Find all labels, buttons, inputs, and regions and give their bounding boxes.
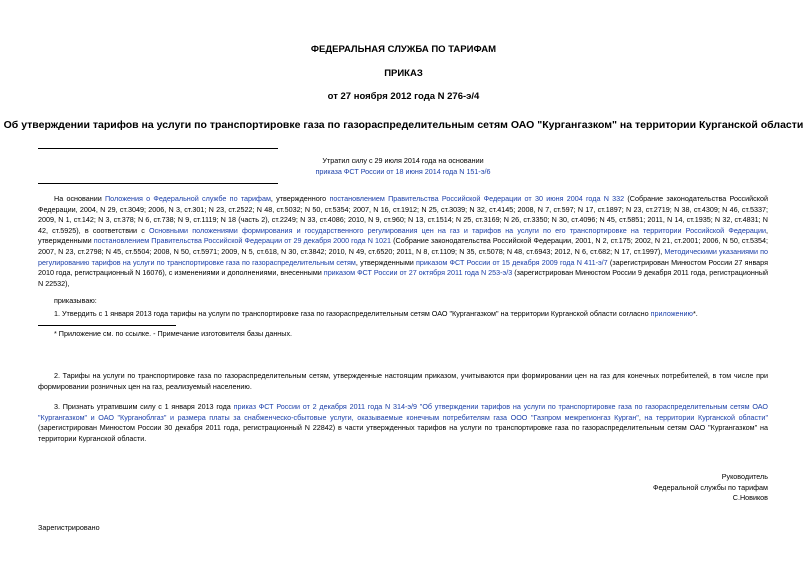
item-1-text: 1. Утвердить с 1 января 2013 года тарифы на услуги по транспортировке газа по газораспределительным сетям ОАО "Кургангазком" на территории Курганской области согласно bbox=[54, 309, 651, 318]
link-fst-order-411[interactable]: приказом ФСТ России от 15 декабря 2009 года N 411-э/7 bbox=[416, 257, 608, 267]
link-government-resolution-1021[interactable]: постановлением Правительства Российской Федерации от 29 декабря 2000 года N 1021 bbox=[93, 236, 392, 246]
preamble-text: , утвержденными bbox=[355, 257, 417, 267]
preamble-text: (Собрание законодательства Российской Федерации, 2004, N 29, ст.3049; 2006, N 3, ст.301; N 23, ст.2522; N 48, ст.5032; N 50, ст.5354; 2007, N 16, ст.1912; N 25, ст.3039; N 32, ст.4145; 2008, N 7, ст.597; N 17, ст.1897; N 23, ст.2719; N 38, ст.4309; N 46, ст.5337; 2009, N 1, ст.142; N 3, ст.378; N 6, ст.738; N 9, ст.1119; N 18 (часть 2), ст.2249; N 33, ст.4086; 2010, N 9, ст.960; N 13, ст.1514; N 25, ст.3169; N 26, ст.3350; N 30, ст.4096; N 45, ст.5851; 2011, N 14, ст.1935; N 32, ст.4831; N 42, ст.5925), в соответствии с bbox=[38, 194, 769, 235]
item-3-text: (зарегистрирован Минюстом России 30 декабря 2011 года, регистрационный N 22842) в части утвержденных тарифов на услуги по транспортировке газа по газораспределительным сетям ОАО "Кургангазком" на территории Курганской области. bbox=[38, 423, 768, 443]
order-word: приказываю: bbox=[54, 296, 97, 305]
divider-top bbox=[38, 148, 278, 149]
preamble-text: , утвержденными bbox=[38, 225, 768, 246]
signature-agency: Федеральной службы по тарифам bbox=[653, 482, 768, 492]
status-link[interactable]: приказа ФСТ России от 18 июня 2014 года N 151-э/6 bbox=[315, 166, 491, 176]
footnote: * Приложение см. по ссылке. - Примечание изготовителя базы данных. bbox=[54, 329, 293, 338]
link-methodical-guidelines[interactable]: Методическими указаниями по регулированию тарифов на услуги по транспортировке газа по газораспределительным сетям bbox=[38, 246, 768, 267]
preamble-paragraph bbox=[38, 194, 768, 289]
item-3 bbox=[38, 402, 768, 444]
link-fst-order-314[interactable]: приказ ФСТ России от 2 декабря 2011 года N 314-э/9 "Об утверждении тарифов на услуги по транспортировке газа по газораспределительным сетям ОАО "Кургангазком" и ОАО "Курганоблгаз" и размера платы за снабженческо-сбытовые услуги, оказываемые конечным потребителям газа ООО "Газпром межрегионгаз Курган", на территории Курганской области" bbox=[38, 402, 768, 422]
agency-heading: ФЕДЕРАЛЬНАЯ СЛУЖБА ПО ТАРИФАМ bbox=[310, 44, 497, 55]
registered-note: Зарегистрировано bbox=[38, 523, 100, 532]
item-3-text: 3. Признать утратившим силу с 1 января 2013 года bbox=[54, 402, 234, 411]
item-1 bbox=[54, 309, 768, 320]
date-number-heading: от 27 ноября 2012 года N 276-э/4 bbox=[327, 91, 480, 102]
signature-block bbox=[653, 472, 768, 504]
link-appendix[interactable]: приложению bbox=[650, 309, 693, 318]
preamble-text: (зарегистрирован Минюстом России 9 декабря 2011 года, регистрационный N 22532), bbox=[38, 268, 769, 288]
divider-bottom bbox=[38, 183, 278, 184]
preamble-text: (Собрание законодательства Российской Федерации, 2001, N 2, ст.175; 2002, N 21, ст.2001; 2006, N 50, ст.5354; 2007, N 23, ст.2798; N 45, ст.5504; 2008, N 50, ст.5971; 2009, N 5, ст.618, N 30, ст.3842; 2010, N 49, ст.6520; 2011, N 8, ст.1109; N 35, ст.5078; N 48, ст.6943; 2012, N 6, ст.682; N 17, ст.1997), bbox=[38, 236, 768, 256]
preamble-text: (зарегистрирован Минюстом России 27 января 2010 года, регистрационный N 16076), с изменениями и дополнениями, внесенными bbox=[38, 257, 768, 278]
document-title: Об утверждении тарифов на услуги по транспортировке газа по газораспределительным сетям ОАО "Кургангазком" на территории Курганской области bbox=[3, 119, 804, 131]
link-fst-regulation[interactable]: Положения о Федеральной службе по тарифам bbox=[105, 194, 271, 203]
item-1-mark: *. bbox=[692, 309, 698, 318]
status-line: Утратил силу с 29 июля 2014 года на основании bbox=[322, 156, 484, 165]
footnote-divider bbox=[38, 325, 176, 326]
signature-name: С.Новиков bbox=[732, 493, 768, 503]
link-basic-provisions[interactable]: Основными положениями формирования и государственного регулирования цен на газ и тарифов на услуги по его транспортировке на территории Российской Федерации bbox=[149, 225, 766, 235]
link-government-resolution-332[interactable]: постановлением Правительства Российской Федерации от 30 июня 2004 года N 332 bbox=[329, 194, 625, 203]
link-fst-order-253[interactable]: приказом ФСТ России от 27 октября 2011 года N 253-э/3 bbox=[323, 268, 513, 278]
doc-type-heading: ПРИКАЗ bbox=[384, 68, 423, 79]
item-2: 2. Тарифы на услуги по транспортировке газа по газораспределительным сетям, утвержденные настоящим приказом, учитываются при формировании цен на газ для конечных потребителей, в том числе при формировании розничных цен на газ, реализуемый населению. bbox=[38, 371, 768, 391]
preamble-text: На основании bbox=[54, 194, 105, 203]
status-note bbox=[38, 156, 768, 177]
signature-position: Руководитель bbox=[721, 472, 768, 481]
preamble-text: , утвержденного bbox=[270, 194, 330, 203]
